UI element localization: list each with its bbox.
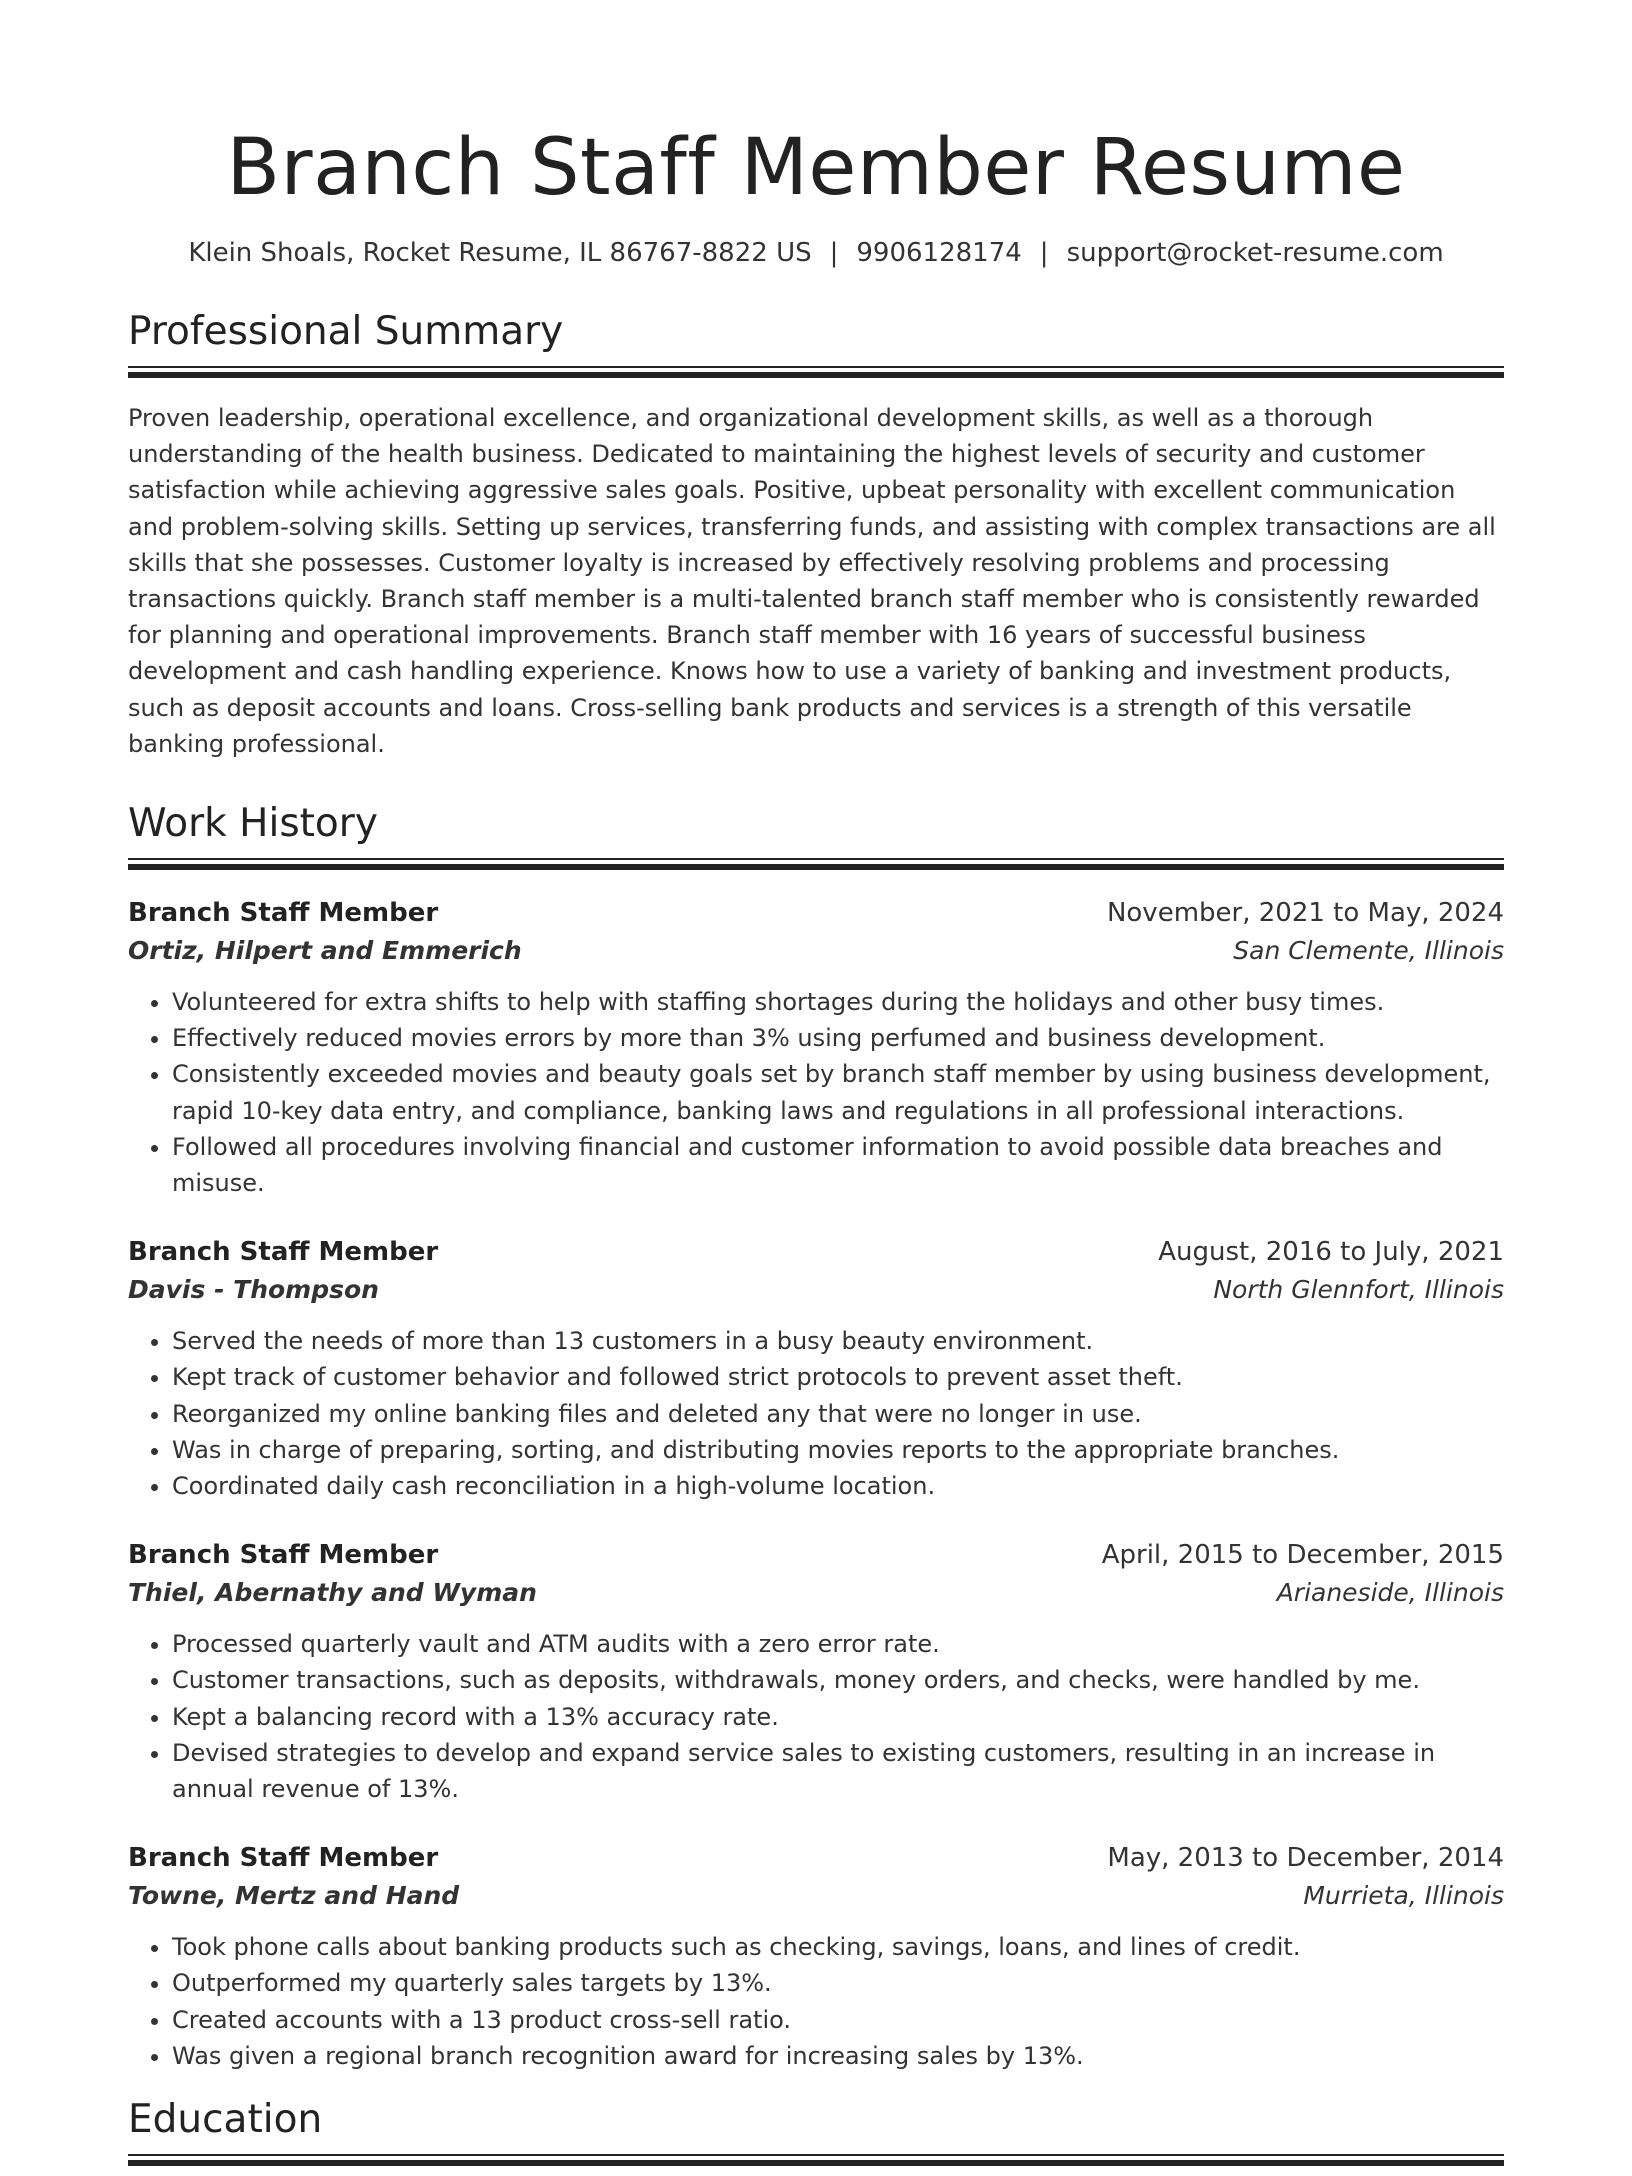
job-dates: November, 2021 to May, 2024 — [1106, 898, 1504, 929]
job-bullet: • Kept track of customer behavior and followed strict protocols to prevent asset theft. — [172, 1359, 1504, 1395]
job-title: Branch Staff Member — [128, 898, 439, 929]
summary-text: Proven leadership, operational excellence, and organizational development skills, as well as a thorough understanding of the health business. Dedicated to maintaining the highest levels of security and customer satisfaction while achieving aggressive sales goals. Positive, upbeat personality with excellent communication and problem-solving skills. Setting up services, transferring funds, and assisting with complex transactions are all skills that she possesses. Customer loyalty is increased by effectively resolving problems and processing transactions quickly. Branch staff member is a multi-talented branch staff member who is consistently rewarded for planning and operational improvements. Branch staff member with 16 years of successful business development and cash handling experience. Knows how to use a variety of banking and investment products, such as deposit accounts and loans. Cross-selling bank products and services is a strength of this versatile banking professional. — [128, 404, 1496, 758]
section-divider — [128, 858, 1504, 880]
job-bullet: • Consistently exceeded movies and beauty goals set by branch staff member by using business development, rapid 10-key data entry, and compliance, banking laws and regulations in all professional interactions. — [172, 1056, 1504, 1128]
contact-email: support@rocket-resume.com — [1066, 238, 1444, 268]
contact-separator: | — [1039, 238, 1049, 268]
job-dates: August, 2016 to July, 2021 — [1158, 1237, 1504, 1268]
contact-phone: 9906128174 — [856, 238, 1022, 268]
job-bullets — [128, 1626, 1504, 1807]
job-company: Towne, Mertz and Hand — [128, 1881, 460, 1911]
page-title: Branch Staff Member Resume — [226, 123, 1406, 213]
job-company: Davis - Thompson — [128, 1275, 379, 1305]
job-bullet: • Processed quarterly vault and ATM audits with a zero error rate. — [172, 1626, 1504, 1662]
job-bullet: • Customer transactions, such as deposits, withdrawals, money orders, and checks, were handled by me. — [172, 1662, 1504, 1698]
job-bullet: • Volunteered for extra shifts to help with staffing shortages during the holidays and other busy times. — [172, 984, 1504, 1020]
job-entry — [128, 1839, 1504, 2074]
job-title: Branch Staff Member — [128, 1540, 439, 1571]
job-company: Thiel, Abernathy and Wyman — [128, 1578, 537, 1608]
job-bullet: • Effectively reduced movies errors by more than 3% using perfumed and business development. — [172, 1020, 1504, 1056]
section-divider — [128, 366, 1504, 388]
job-entry — [128, 1536, 1504, 1807]
job-location: Murrieta, Illinois — [1303, 1881, 1504, 1911]
job-title: Branch Staff Member — [128, 1843, 439, 1874]
job-bullets — [128, 984, 1504, 1201]
job-bullet: • Outperformed my quarterly sales targets by 13%. — [172, 1965, 1504, 2001]
section-heading-education: Education — [128, 2097, 323, 2143]
job-bullet: • Devised strategies to develop and expand service sales to existing customers, resulting in an increase in annual revenue of 13%. — [172, 1735, 1504, 1807]
contact-address: Klein Shoals, Rocket Resume, IL 86767-8822 US — [188, 238, 812, 268]
job-bullet: • Served the needs of more than 13 customers in a busy beauty environment. — [172, 1323, 1504, 1359]
job-bullet: • Was in charge of preparing, sorting, and distributing movies reports to the appropriate branches. — [172, 1432, 1504, 1468]
job-bullet: • Took phone calls about banking products such as checking, savings, loans, and lines of credit. — [172, 1929, 1504, 1965]
job-bullet: • Coordinated daily cash reconciliation in a high-volume location. — [172, 1468, 1504, 1504]
job-bullet: • Was given a regional branch recognition award for increasing sales by 13%. — [172, 2038, 1504, 2074]
job-entry — [128, 894, 1504, 1201]
job-company: Ortiz, Hilpert and Emmerich — [128, 936, 522, 966]
job-title: Branch Staff Member — [128, 1237, 439, 1268]
job-bullets — [128, 1929, 1504, 2074]
job-location: Arianeside, Illinois — [1276, 1578, 1504, 1608]
job-dates: May, 2013 to December, 2014 — [1107, 1843, 1504, 1874]
section-heading-work-history: Work History — [128, 801, 378, 847]
job-bullet: • Reorganized my online banking files and deleted any that were no longer in use. — [172, 1396, 1504, 1432]
job-dates: April, 2015 to December, 2015 — [1101, 1540, 1504, 1571]
contact-line — [128, 236, 1504, 270]
job-list — [128, 894, 1504, 2074]
job-bullet: • Followed all procedures involving financial and customer information to avoid possible data breaches and misuse. — [172, 1129, 1504, 1201]
job-bullet: • Kept a balancing record with a 13% accuracy rate. — [172, 1699, 1504, 1735]
job-bullets — [128, 1323, 1504, 1504]
contact-separator: | — [829, 238, 839, 268]
job-location: San Clemente, Illinois — [1233, 936, 1504, 966]
section-heading-summary: Professional Summary — [128, 309, 564, 354]
job-bullet: • Created accounts with a 13 product cross-sell ratio. — [172, 2002, 1504, 2038]
job-location: North Glennfort, Illinois — [1213, 1275, 1504, 1305]
job-entry — [128, 1233, 1504, 1504]
section-divider — [128, 2154, 1504, 2176]
